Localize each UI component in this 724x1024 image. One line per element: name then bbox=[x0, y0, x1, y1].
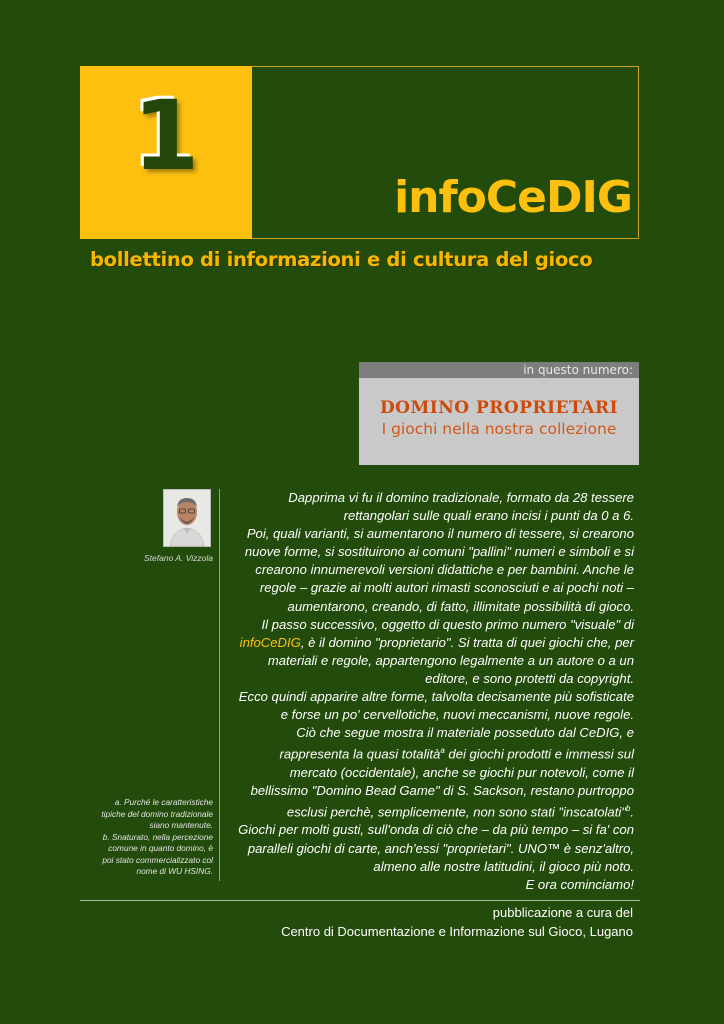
text-fragment: . bbox=[630, 804, 634, 820]
text-line: aumentarono, creando, di fatto, illimitate possibilità di gioco. bbox=[287, 598, 634, 614]
footnote-line: siano mantenute. bbox=[149, 820, 213, 830]
author-portrait-image bbox=[164, 490, 210, 546]
publisher-line: Centro di Documentazione e Informazione sul Gioco, Lugano bbox=[281, 924, 633, 939]
text-line: nuove forme, si sostituirono ai comuni "pallini" numeri e simboli e si bbox=[244, 544, 634, 560]
text-line: almeno alle nostre latitudini, il gioco più noto. bbox=[373, 858, 634, 874]
text-line: materiali e regole, appartengono legalmente a un autore o a un bbox=[267, 652, 634, 668]
text-line: Ecco quindi apparire altre forme, talvolta decisamente più sofisticate bbox=[238, 689, 634, 705]
text-line: Giochi per molti gusti, sull'onda di ciò che – da più tempo – si fa' con bbox=[238, 822, 634, 838]
publisher-info bbox=[281, 903, 633, 941]
footnote-line: a. Purché le caratteristiche bbox=[114, 797, 213, 807]
text-line: e forse un po' cervellotiche, nuovi meccanismi, nuove regole. bbox=[280, 707, 634, 723]
bulletin-title: infoCeDIG bbox=[394, 172, 632, 223]
footnote-ref-b: b bbox=[625, 803, 631, 813]
footnote-ref-a: a bbox=[440, 746, 445, 756]
text-line: mercato (occidentale), anche se giochi pur notevoli, come il bbox=[289, 764, 634, 780]
text-line: crearono innumerevoli versioni didattiche e per bambini. Anche le bbox=[255, 562, 634, 578]
bulletin-subtitle: bollettino di informazioni e di cultura del gioco bbox=[90, 248, 593, 271]
publisher-line: pubblicazione a cura del bbox=[492, 905, 633, 920]
text-line: Ciò che segue mostra il materiale posseduto dal CeDIG, e bbox=[296, 725, 634, 741]
text-fragment: dei giochi prodotti e immessi sul bbox=[444, 746, 634, 762]
footer-divider bbox=[80, 900, 640, 901]
text-line: rettangolari sulle quali erano incisi i punti da 0 a 6. bbox=[343, 508, 634, 524]
text-fragment: esclusi perchè, semplicemente, non sono stati "inscatolati" bbox=[286, 804, 626, 820]
infocedig-highlight: infoCeDIG bbox=[239, 634, 301, 650]
issue-contents-panel bbox=[359, 362, 639, 465]
text-line: E ora cominciamo! bbox=[525, 876, 634, 892]
issue-number: 1 bbox=[132, 80, 200, 192]
editorial-text bbox=[224, 489, 634, 894]
text-line: Poi, quali varianti, si aumentarono il numero di tessere, si crearono bbox=[246, 526, 634, 542]
issue-contents-label: in questo numero: bbox=[359, 362, 639, 378]
text-line: editore, e sono protetti da copyright. bbox=[425, 670, 634, 686]
text-line: Dapprima vi fu il domino tradizionale, formato da 28 tessere bbox=[288, 490, 634, 505]
text-line: paralleli giochi di carte, anch'essi "proprietari". UNO™ è senz'altro, bbox=[247, 840, 634, 856]
footnote-line: tipiche del domino tradizionale bbox=[101, 808, 213, 819]
issue-subtopic: I giochi nella nostra collezione bbox=[381, 420, 617, 438]
text-line bbox=[224, 742, 634, 763]
text-fragment: rappresenta la quasi totalità bbox=[279, 746, 441, 762]
issue-number-box bbox=[80, 66, 252, 239]
text-line: Il passo successivo, oggetto di questo primo numero "visuale" di bbox=[261, 616, 634, 632]
text-line bbox=[224, 634, 634, 652]
author-name: Stefano A. Vizzola bbox=[144, 553, 213, 563]
text-line bbox=[224, 800, 634, 821]
text-fragment: , è il domino "proprietario". Si tratta di quei giochi che, per bbox=[300, 634, 634, 650]
author-photo bbox=[163, 489, 211, 547]
footnote-line: b. Snaturato, nella percezione bbox=[102, 831, 213, 842]
issue-topic: DOMINO PROPRIETARI bbox=[379, 398, 619, 418]
footnote-line: nome di WU HSING. bbox=[136, 866, 213, 876]
text-line: regole – grazie ai molti autori rimasti sconosciuti e ai pochi noti – bbox=[259, 580, 634, 596]
footnote-line: comune in quanto domino, è bbox=[108, 843, 213, 853]
text-line: bellissimo "Domino Bead Game" di S. Sackson, restano purtroppo bbox=[250, 782, 634, 798]
footnotes bbox=[88, 797, 213, 878]
footnote-line: poi stato commercializzato col bbox=[102, 854, 213, 865]
column-divider bbox=[219, 489, 220, 881]
